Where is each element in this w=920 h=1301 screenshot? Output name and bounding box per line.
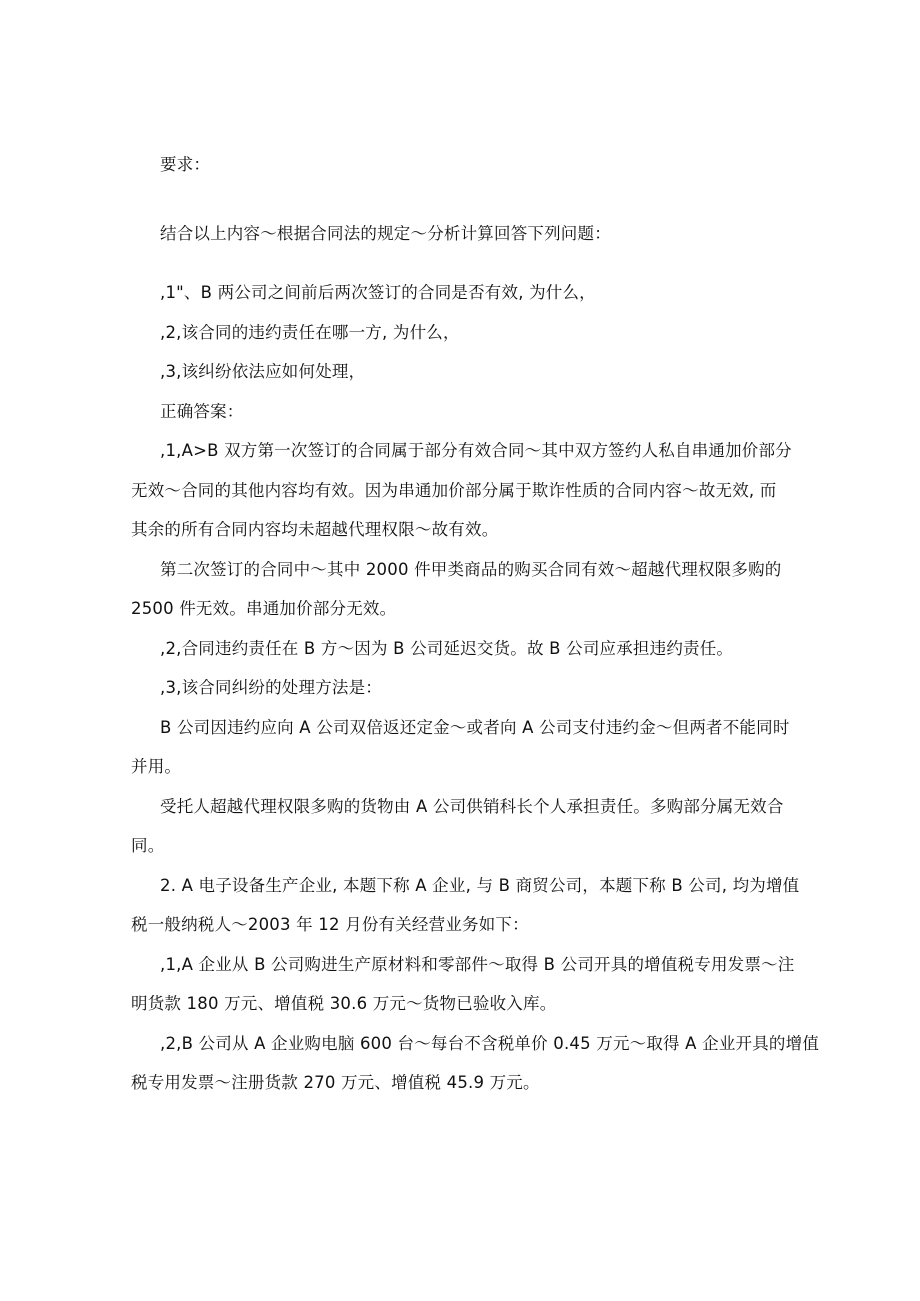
problem-2-item-2-line-2: 税专用发票～注册货款 270 万元、增值税 45.9 万元。 <box>131 1073 540 1092</box>
answer-3-line-1: B 公司因违约应向 A 公司双倍返还定金～或者向 A 公司支付违约金～但两者不能同时 <box>160 718 790 737</box>
problem-2-item-1-line-2: 明货款 180 万元、增值税 30.6 万元～货物已验收入库。 <box>131 994 557 1013</box>
answer-3-para-2-line-1: 受托人超越代理权限多购的货物由 A 公司供销科长个人承担责任。多购部分属无效合 <box>160 797 784 816</box>
problem-2-item-2-line-1: ,2,B 公司从 A 企业购电脑 600 台～每台不含税单价 0.45 万元～取得 A 企业开具的增值 <box>160 1034 820 1053</box>
question-1: ,1"、B 两公司之间前后两次签订的合同是否有效, 为什么， <box>160 283 596 302</box>
answer-2: ,2,合同违约责任在 B 方～因为 B 公司延迟交货。故 B 公司应承担违约责任。 <box>160 639 734 658</box>
answer-1-line-1: ,1,A>B 双方第一次签订的合同属于部分有效合同～其中双方签约人私自串通加价部分 <box>160 441 792 460</box>
answer-3-para-2-line-2: 同。 <box>131 836 165 855</box>
instruction-line: 结合以上内容～根据合同法的规定～分析计算回答下列问题： <box>160 224 611 243</box>
problem-2-line-2: 税一般纳税人～2003 年 12 月份有关经营业务如下： <box>131 915 529 934</box>
answer-heading: 正确答案： <box>160 402 244 421</box>
answer-1-line-3: 其余的所有合同内容均未超越代理权限～故有效。 <box>131 520 499 539</box>
problem-2-item-1-line-1: ,1,A 企业从 B 公司购进生产原材料和零部件～取得 B 公司开具的增值税专用发票～注 <box>160 955 795 974</box>
question-3: ,3,该纠纷依法应如何处理， <box>160 362 366 381</box>
answer-3-line-2: 并用。 <box>131 757 182 776</box>
answer-1-line-2: 无效～合同的其他内容均有效。因为串通加价部分属于欺诈性质的合同内容～故无效, 而 <box>131 481 777 500</box>
question-2: ,2,该合同的违约责任在哪一方, 为什么， <box>160 323 460 342</box>
answer-3-heading: ,3,该合同纠纷的处理方法是： <box>160 678 382 697</box>
answer-1-para-2-line-1: 第二次签订的合同中～其中 2000 件甲类商品的购买合同有效～超越代理权限多购的 <box>160 560 782 579</box>
problem-2-line-1: 2. A 电子设备生产企业, 本题下称 A 企业, 与 B 商贸公司，本题下称 B 公司, 均为增值 <box>160 876 800 895</box>
requirements-heading: 要求： <box>160 155 211 174</box>
answer-1-para-2-line-2: 2500 件无效。串通加价部分无效。 <box>131 599 397 618</box>
